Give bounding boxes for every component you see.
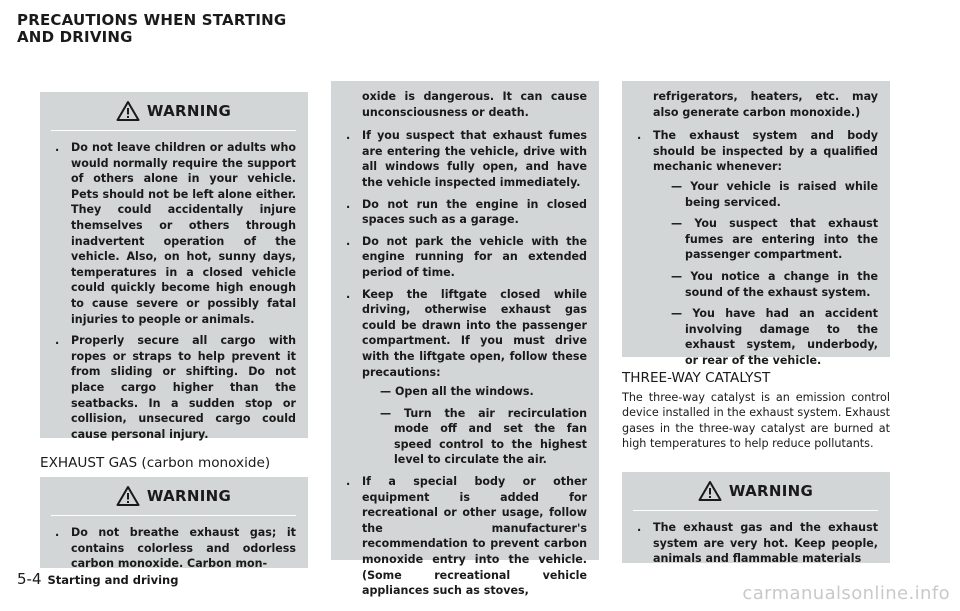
warning-label: WARNING (146, 487, 232, 505)
warning-box-catalyst (622, 472, 890, 566)
warning-item-liftgate: . Keep the liftgate closed while driving, otherwise exhaust gas could be drawn into the passenger compartment. If you must drive with the liftgate open, follow these precautions: — Open all the windows. — Turn the air recirculation mode off and set the fan speed control to the highest level to circulate the air. (346, 287, 587, 467)
warning-item-special-body: . If a special body or other equipment is added for recreational or other usage, follow the manufacturer's recommendation to prevent carbon monoxide entry into the vehicle. (Some recreational vehicle appliances such as stoves, (346, 475, 587, 598)
warning-triangle-icon (116, 485, 140, 507)
warning-label: WARNING (146, 102, 232, 120)
warning-item-inspection: . The exhaust system and body should be inspected by a qualified mechanic whenever: — Your vehicle is raised while being serviced. — You suspect that exhaust fumes are entering into the passenger compartment. — You notice a change in the sound of the exhaust system. — You have had an accident involving damage to the exhaust system, underbody, or rear of the vehicle. (637, 129, 878, 367)
warning-box-exhaust-inspection (622, 81, 890, 367)
sub-item-raised: — Your vehicle is raised while being serviced. (671, 179, 878, 209)
page-number: 5-4 (17, 570, 42, 588)
sub-item-sound: — You notice a change in the sound of the exhaust system. (671, 269, 878, 299)
chapter-name: Starting and driving (47, 573, 179, 587)
three-way-catalyst-heading: THREE-WAY CATALYST (622, 370, 771, 386)
warning-header (633, 472, 878, 511)
warning-header (51, 92, 296, 131)
page-title: PRECAUTIONS WHEN STARTING AND DRIVING (17, 11, 287, 46)
warning-item-cargo: . Properly secure all cargo with ropes or straps to help prevent it from sliding or shifting. Do not place cargo higher than the seatbacks. In a sudden stop or collision, unsecured cargo could cause personal injury. (55, 334, 296, 441)
warning-item-breathe: . Do not breathe exhaust gas; it contains colorless and odorless carbon monoxide. Carbon mon- (55, 526, 296, 571)
warning-box-exhaust-continued (331, 81, 599, 598)
warning-box-exhaust (40, 477, 308, 571)
warning-label: WARNING (728, 482, 814, 500)
watermark: carmanualsonline.info (742, 583, 950, 604)
sub-item-recirculation: — Turn the air recirculation mode off and set the fan speed control to the highest level to circulate the air. (380, 406, 587, 467)
warning-item-closed-spaces: . Do not run the engine in closed spaces such as a garage. (346, 197, 587, 227)
warning-item-hot-exhaust: . The exhaust gas and the exhaust system are very hot. Keep people, animals and flammable materials (637, 521, 878, 566)
warning-continuation: refrigerators, heaters, etc. may also generate carbon monoxide.) (653, 90, 878, 119)
exhaust-gas-heading: EXHAUST GAS (carbon monoxide) (40, 455, 271, 471)
warning-box-children-cargo (40, 92, 308, 441)
warning-item-fumes: . If you suspect that exhaust fumes are entering the vehicle, drive with all windows fully open, and have the vehicle inspected immediately. (346, 129, 587, 189)
warning-item-parking: . Do not park the vehicle with the engine running for an extended period of time. (346, 234, 587, 279)
sub-item-accident: — You have had an accident involving damage to the exhaust system, underbody, or rear of the vehicle. (671, 307, 878, 367)
warning-continuation: oxide is dangerous. It can cause unconsciousness or death. (362, 90, 587, 119)
sub-item-fumes: — You suspect that exhaust fumes are entering into the passenger compartment. (671, 217, 878, 262)
warning-triangle-icon (116, 100, 140, 122)
warning-header (51, 477, 296, 516)
page-footer (17, 570, 178, 588)
sub-item-open-windows: — Open all the windows. (380, 385, 534, 399)
warning-item-children: . Do not leave children or adults who would normally require the support of others alone in your vehicle. Pets should not be left alone either. They could accidentally injure themselves or others through inadvertent operation of the vehicle. Also, on hot, sunny days, temperatures in a closed vehicle could quickly become high enough to cause severe or possibly fatal injuries to people or animals. (55, 141, 296, 326)
warning-triangle-icon (698, 480, 722, 502)
three-way-catalyst-text: The three-way catalyst is an emission control device installed in the exhaust system. Exhaust gases in the three-way catalyst are burned at high temperatures to help reduce pollutants. (622, 391, 890, 451)
